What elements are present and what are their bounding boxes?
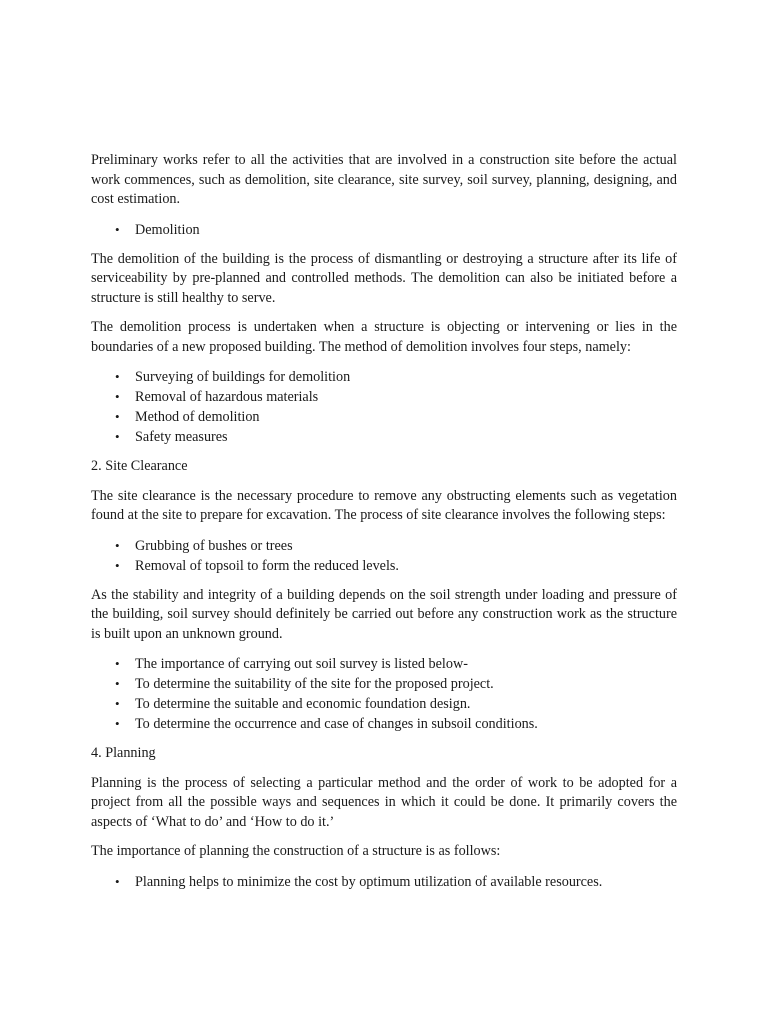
list-item: • To determine the suitability of the site for the proposed project. (115, 676, 494, 692)
list-item: • Safety measures (115, 429, 228, 445)
planning-heading: 4. Planning (91, 745, 156, 761)
bullet-icon: • (115, 696, 120, 711)
bullet-icon: • (115, 873, 120, 889)
list-item: • Surveying of buildings for demolition (115, 369, 351, 385)
list-item: • Removal of topsoil to form the reduced levels. (115, 557, 399, 574)
planning-paragraph-1: Planning is the process of selecting a particular method and the order of work to be adopted for a project from all the possible ways and sequences in which it could be done. It primarily covers the aspects of ‘What to do’ and ‘How to do it.’ (91, 774, 677, 830)
site-clearance-paragraph: The site clearance is the necessary procedure to remove any obstructing elements such as vegetation found at the site to prepare for excavation. The process of site clearance involves the following steps: (91, 487, 677, 523)
bullet-icon: • (115, 716, 120, 731)
soil-survey-paragraph: As the stability and integrity of a building depends on the soil strength under loading and pressure of the building, soil survey should definitely be carried out before any construction work as the structure is built upon an unknown ground. (91, 586, 677, 642)
planning-points-list (91, 872, 677, 892)
intro-paragraph: Preliminary works refer to all the activities that are involved in a construction site before the actual work commences, such as demolition, site clearance, site survey, soil survey, planning, designing, and cost estimation. (91, 152, 677, 207)
bullet-icon: • (115, 656, 120, 671)
demolition-paragraph-2: The demolition process is undertaken when a structure is objecting or intervening or lies in the boundaries of a new proposed building. The method of demolition involves four steps, namely: (91, 319, 677, 355)
bullet-icon: • (115, 676, 120, 691)
list-item: • Method of demolition (115, 409, 260, 425)
list-item: • The importance of carrying out soil survey is listed below- (115, 656, 468, 672)
demolition-paragraph-1: The demolition of the building is the process of dismantling or destroying a structure after its life of serviceability by pre-planned and controlled methods. The demolition can also be initiated before a structure is still healthy to serve. (91, 250, 677, 306)
demolition-steps-list (91, 367, 677, 447)
demolition-heading-list (91, 220, 677, 240)
bullet-icon: • (115, 557, 120, 573)
list-item: • Removal of hazardous materials (115, 389, 319, 405)
list-item: • Grubbing of bushes or trees (115, 537, 293, 554)
bullet-icon: • (115, 537, 120, 553)
list-item: • Planning helps to minimize the cost by optimum utilization of available resources. (115, 873, 603, 890)
list-item: • To determine the occurrence and case of changes in subsoil conditions. (115, 716, 538, 732)
planning-paragraph-2: The importance of planning the construction of a structure is as follows: (91, 843, 501, 859)
bullet-icon: • (115, 221, 120, 237)
list-item: • To determine the suitable and economic foundation design. (115, 696, 471, 712)
soil-survey-points-list (91, 654, 677, 734)
demolition-heading: • Demolition (115, 221, 200, 238)
bullet-icon: • (115, 369, 120, 384)
bullet-icon: • (115, 429, 120, 444)
site-clearance-heading: 2. Site Clearance (91, 458, 188, 474)
bullet-icon: • (115, 409, 120, 424)
bullet-icon: • (115, 389, 120, 404)
site-clearance-steps-list (91, 536, 677, 576)
